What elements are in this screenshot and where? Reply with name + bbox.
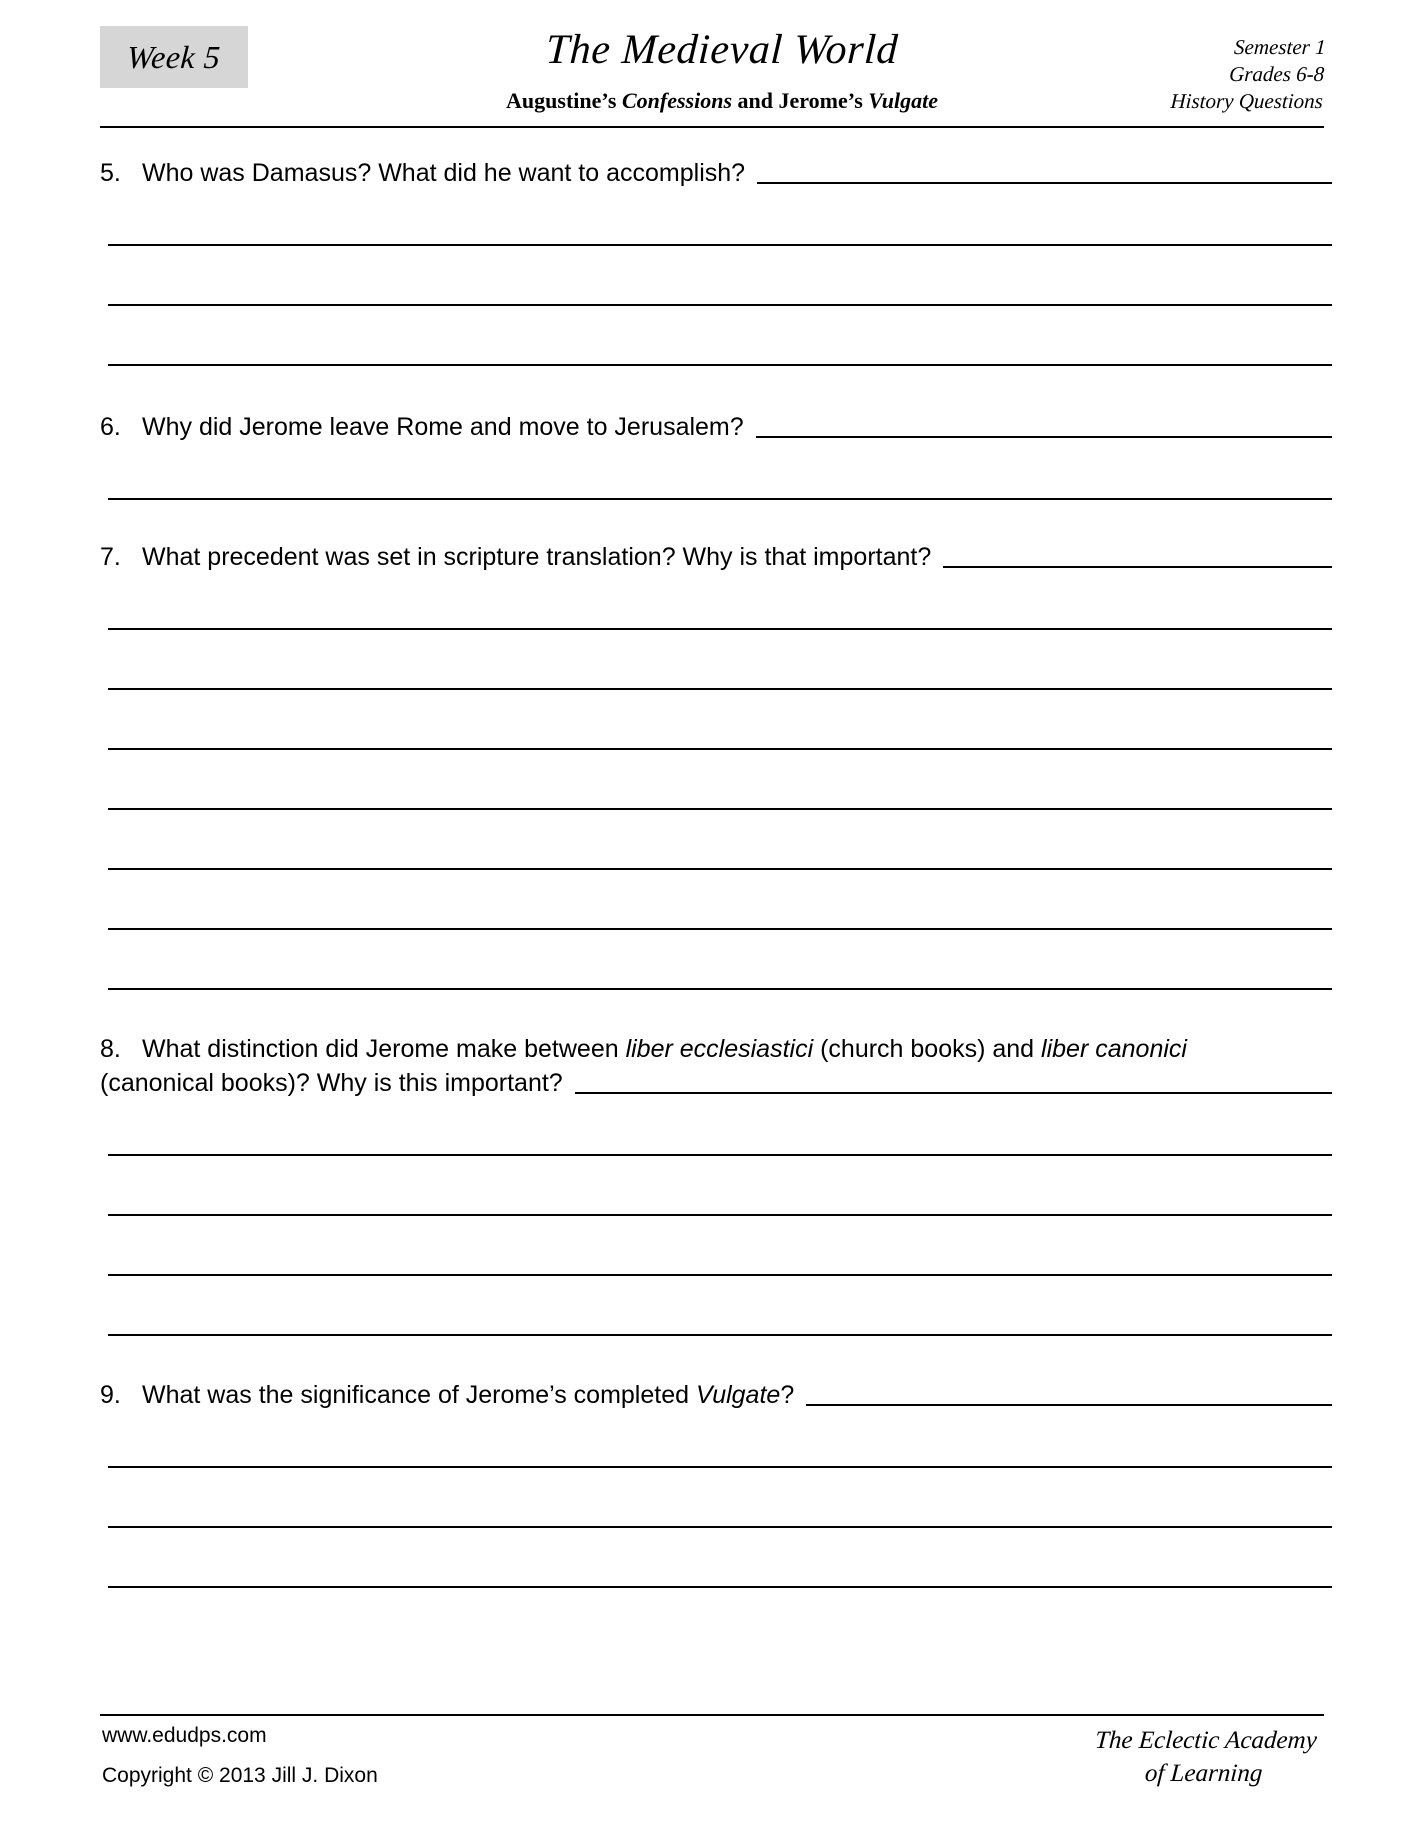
answer-line[interactable] (108, 1334, 1332, 1336)
question-text-8-line-1 (142, 1032, 1187, 1066)
answer-line-inline-9[interactable] (806, 1403, 1332, 1406)
question-number-8: 8. (100, 1035, 121, 1063)
q8-part-2: (church books) and (813, 1035, 1042, 1063)
question-number-7: 7. (100, 543, 121, 571)
answer-line[interactable] (108, 1586, 1332, 1588)
page-title: The Medieval World (544, 27, 900, 73)
answer-line[interactable] (108, 628, 1332, 630)
answer-line[interactable] (108, 1526, 1332, 1528)
week-badge-label: Week 5 (126, 38, 222, 75)
question-row-7 (100, 540, 1332, 574)
answer-line[interactable] (108, 364, 1332, 366)
q9-part-post: ? (780, 1381, 795, 1409)
question-number-5: 5. (100, 159, 121, 187)
question-text-7: What precedent was set in scripture translation? Why is that important? (142, 543, 932, 571)
subtitle-part-2: and Jerome’s (732, 88, 869, 113)
brand-line-2: of Learning (1144, 1760, 1264, 1787)
footer-left-block (102, 1716, 378, 1796)
question-row-5 (100, 156, 1332, 190)
subtitle-part-1: Augustine’s (506, 88, 622, 113)
answer-line[interactable] (108, 1466, 1332, 1468)
page-header (100, 0, 1327, 118)
q9-italic-vulgate: Vulgate (695, 1381, 781, 1409)
question-block-8 (100, 1032, 1332, 1336)
answer-line[interactable] (108, 988, 1332, 990)
question-block-5 (100, 156, 1332, 366)
question-text-5: Who was Damasus? What did he want to accomplish? (142, 159, 746, 187)
question-text-6: Why did Jerome leave Rome and move to Jerusalem? (142, 413, 744, 441)
question-block-7 (100, 540, 1332, 990)
answer-line[interactable] (108, 748, 1332, 750)
q8-italic-liber-canonici: liber canonici (1041, 1035, 1187, 1063)
question-number-9: 9. (100, 1381, 121, 1409)
answer-line[interactable] (108, 1214, 1332, 1216)
header-meta-block (1170, 34, 1326, 115)
page-subtitle (320, 84, 1124, 118)
question-row-9 (100, 1378, 1332, 1412)
question-row-8-line-1 (100, 1032, 1332, 1066)
grades-label: Grades 6-8 (1228, 62, 1325, 86)
brand-logo (1092, 1724, 1318, 1790)
question-number-6: 6. (100, 413, 121, 441)
copyright-text: Copyright © 2013 Jill J. Dixon (102, 1764, 378, 1787)
answer-line[interactable] (108, 498, 1332, 500)
week-badge (100, 26, 248, 88)
question-row-8-line-2 (100, 1066, 1332, 1100)
answer-line-inline-7[interactable] (943, 565, 1332, 568)
answer-line[interactable] (108, 808, 1332, 810)
question-row-6 (100, 410, 1332, 444)
question-text-8-line-2: (canonical books)? Why is this important? (100, 1069, 563, 1097)
q9-part-pre: What was the significance of Jerome’s completed (142, 1381, 696, 1409)
answer-line[interactable] (108, 1154, 1332, 1156)
header-center-block (320, 24, 1124, 118)
answer-line[interactable] (108, 304, 1332, 306)
answer-line-inline-6[interactable] (756, 435, 1332, 438)
q8-italic-liber-ecclesiastici: liber ecclesiastici (625, 1035, 814, 1063)
question-text-9 (142, 1378, 794, 1412)
subtitle-italic-confessions: Confessions (621, 88, 733, 113)
section-label: History Questions (1169, 89, 1324, 113)
header-divider (100, 126, 1324, 128)
brand-line-1: The Eclectic Academy (1094, 1727, 1319, 1754)
answer-line[interactable] (108, 1274, 1332, 1276)
answer-line-inline-8[interactable] (575, 1091, 1332, 1094)
answer-line[interactable] (108, 928, 1332, 930)
website-link[interactable]: www.edudps.com (102, 1724, 267, 1747)
question-block-6 (100, 410, 1332, 500)
answer-line[interactable] (108, 868, 1332, 870)
answer-line-inline-5[interactable] (757, 181, 1332, 184)
question-block-9 (100, 1378, 1332, 1588)
page-footer (100, 1716, 1324, 1808)
subtitle-italic-vulgate: Vulgate (868, 88, 938, 113)
q8-part-1: What distinction did Jerome make between (142, 1035, 626, 1063)
answer-line[interactable] (108, 688, 1332, 690)
answer-line[interactable] (108, 244, 1332, 246)
questions-container (100, 156, 1332, 1588)
semester-label: Semester 1 (1233, 35, 1327, 59)
